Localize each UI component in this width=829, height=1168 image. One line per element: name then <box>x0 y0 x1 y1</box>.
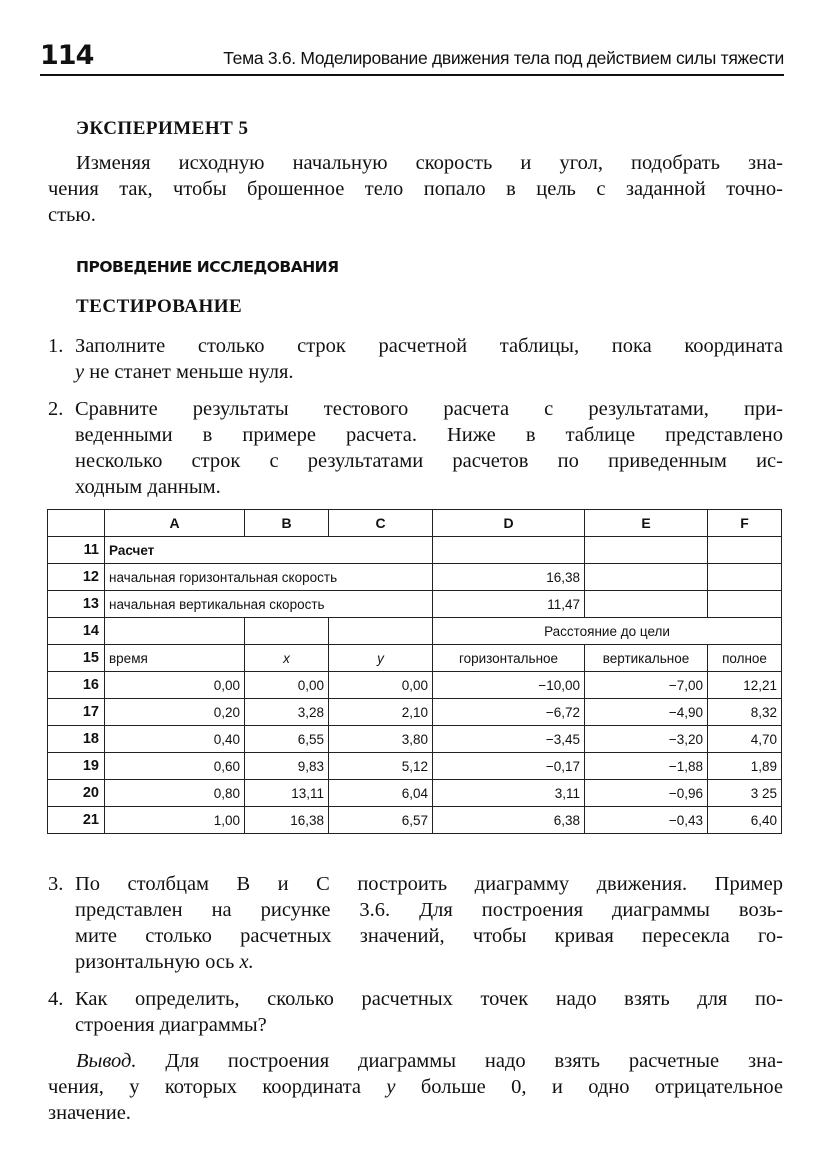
row-number: 13 <box>48 591 105 618</box>
empty-cell <box>329 618 433 645</box>
y-header: y <box>329 645 433 672</box>
text-line: представлен на рисунке 3.6. Для построения диаграммы возь- <box>75 899 783 921</box>
horizontal-speed-label: начальная горизонтальная скорость <box>105 564 433 591</box>
row-number: 19 <box>48 753 105 780</box>
empty-cell <box>708 591 782 618</box>
text-line: значение. <box>48 1102 131 1124</box>
x-cell: 6,55 <box>245 726 329 753</box>
y-cell: 6,57 <box>329 807 433 834</box>
running-title: Тема 3.6. Моделирование движения тела под действием силы тяжести <box>223 48 784 68</box>
table-row-15 <box>48 645 782 672</box>
item-number: 2. <box>48 398 64 420</box>
text-line: чения так, чтобы брошенное тело попало в цель с заданной точно- <box>48 178 783 200</box>
text-line: веденными в примере расчета. Ниже в таблице представлено <box>75 424 783 446</box>
table-row <box>48 753 782 780</box>
column-header-b: B <box>245 510 329 537</box>
page-number: 114 <box>40 40 94 71</box>
empty-cell <box>433 537 585 564</box>
y-cell: 3,80 <box>329 726 433 753</box>
text-line: мите столько расчетных значений, чтобы кривая пересекла го- <box>75 925 783 947</box>
experiment-description <box>48 150 783 228</box>
x-cell: 13,11 <box>245 780 329 807</box>
table-row <box>48 807 782 834</box>
item-number: 3. <box>48 873 64 895</box>
item-number: 4. <box>48 988 64 1010</box>
column-header-f: F <box>708 510 782 537</box>
table-row <box>48 672 782 699</box>
total-distance-cell: 6,40 <box>708 807 782 834</box>
table-row-11 <box>48 537 782 564</box>
x-cell: 9,83 <box>245 753 329 780</box>
vertical-distance-cell: −3,20 <box>585 726 708 753</box>
time-cell: 0,40 <box>105 726 245 753</box>
x-header: x <box>245 645 329 672</box>
horizontal-distance-cell: −3,45 <box>433 726 585 753</box>
text-line: По столбцам B и C построить диаграмму движения. Пример <box>75 873 783 895</box>
column-header-d: D <box>433 510 585 537</box>
row-number: 18 <box>48 726 105 753</box>
vertical-distance-cell: −7,00 <box>585 672 708 699</box>
empty-cell <box>245 618 329 645</box>
time-cell: 0,80 <box>105 780 245 807</box>
row-number: 16 <box>48 672 105 699</box>
empty-cell <box>105 618 245 645</box>
text-line: стью. <box>48 204 96 226</box>
vertical-distance-cell: −4,90 <box>585 699 708 726</box>
time-cell: 0,00 <box>105 672 245 699</box>
text-line: строения диаграммы? <box>75 1014 267 1036</box>
row-number: 21 <box>48 807 105 834</box>
horizontal-distance-cell: −6,72 <box>433 699 585 726</box>
variable-y: y <box>75 361 85 383</box>
empty-cell <box>585 537 708 564</box>
text-line: Заполните столько строк расчетной таблицы, пока координата <box>75 335 783 357</box>
total-distance-cell: 4,70 <box>708 726 782 753</box>
empty-cell <box>708 564 782 591</box>
research-heading: ПРОВЕДЕНИЕ ИССЛЕДОВАНИЯ <box>76 258 339 276</box>
x-cell: 0,00 <box>245 672 329 699</box>
total-distance-cell: 1,89 <box>708 753 782 780</box>
horizontal-distance-cell: −10,00 <box>433 672 585 699</box>
text-line: Вывод. Для построения диаграммы надо взять расчетные зна- <box>76 1050 783 1072</box>
table-row <box>48 699 782 726</box>
empty-cell <box>585 564 708 591</box>
time-header: время <box>105 645 245 672</box>
running-header <box>40 40 784 76</box>
row-number: 11 <box>48 537 105 564</box>
x-cell: 3,28 <box>245 699 329 726</box>
total-distance-cell: 3 25 <box>708 780 782 807</box>
total-distance-cell: 12,21 <box>708 672 782 699</box>
column-header-e: E <box>585 510 708 537</box>
text-line: Как определить, сколько расчетных точек надо взять для по- <box>75 988 783 1010</box>
row-number: 12 <box>48 564 105 591</box>
text-line: ходным данным. <box>75 476 221 498</box>
empty-cell <box>708 537 782 564</box>
variable-x: x. <box>239 951 254 973</box>
text-line: ризонтальную ось x. <box>75 951 254 973</box>
y-cell: 5,12 <box>329 753 433 780</box>
time-cell: 1,00 <box>105 807 245 834</box>
text-line: несколько строк с результатами расчетов по приведенным ис- <box>75 450 783 472</box>
y-cell: 2,10 <box>329 699 433 726</box>
vertical-distance-cell: −0,43 <box>585 807 708 834</box>
y-cell: 6,04 <box>329 780 433 807</box>
vertical-speed-value: 11,47 <box>433 591 585 618</box>
horizontal-distance-cell: 6,38 <box>433 807 585 834</box>
table-row <box>48 780 782 807</box>
text-line: Изменяя исходную начальную скорость и угол, подобрать зна- <box>76 152 783 174</box>
table-row-12 <box>48 564 782 591</box>
table-row-14 <box>48 618 782 645</box>
vertical-header: вертикальное <box>585 645 708 672</box>
item-number: 1. <box>48 335 64 357</box>
conclusion-label: Вывод. <box>76 1050 137 1072</box>
column-header-a: A <box>105 510 245 537</box>
empty-cell <box>585 591 708 618</box>
text-line: y не станет меньше нуля. <box>75 361 294 383</box>
testing-heading: ТЕСТИРОВАНИЕ <box>76 296 243 317</box>
conclusion-paragraph <box>48 1048 783 1126</box>
y-cell: 0,00 <box>329 672 433 699</box>
row-number: 20 <box>48 780 105 807</box>
horizontal-speed-value: 16,38 <box>433 564 585 591</box>
vertical-speed-label: начальная вертикальная скорость <box>105 591 433 618</box>
total-distance-cell: 8,32 <box>708 699 782 726</box>
table-row-13 <box>48 591 782 618</box>
time-cell: 0,60 <box>105 753 245 780</box>
spreadsheet-table <box>47 509 782 834</box>
experiment-heading: ЭКСПЕРИМЕНТ 5 <box>76 118 249 139</box>
text-line: Сравните результаты тестового расчета с результатами, при- <box>75 398 783 420</box>
horizontal-distance-cell: −0,17 <box>433 753 585 780</box>
x-cell: 16,38 <box>245 807 329 834</box>
column-header-c: C <box>329 510 433 537</box>
row-number: 15 <box>48 645 105 672</box>
time-cell: 0,20 <box>105 699 245 726</box>
distance-to-target-header: Расстояние до цели <box>433 618 782 645</box>
vertical-distance-cell: −1,88 <box>585 753 708 780</box>
row-number: 17 <box>48 699 105 726</box>
calc-label-cell: Расчет <box>105 537 433 564</box>
text-line: чения, у которых координата y больше 0, и одно отрицательное <box>48 1076 784 1098</box>
horizontal-distance-cell: 3,11 <box>433 780 585 807</box>
vertical-distance-cell: −0,96 <box>585 780 708 807</box>
table-row <box>48 726 782 753</box>
variable-y: y <box>386 1076 396 1098</box>
corner-cell <box>48 510 105 537</box>
row-number: 14 <box>48 618 105 645</box>
total-header: полное <box>708 645 782 672</box>
horizontal-header: горизонтальное <box>433 645 585 672</box>
column-header-row <box>48 510 782 537</box>
